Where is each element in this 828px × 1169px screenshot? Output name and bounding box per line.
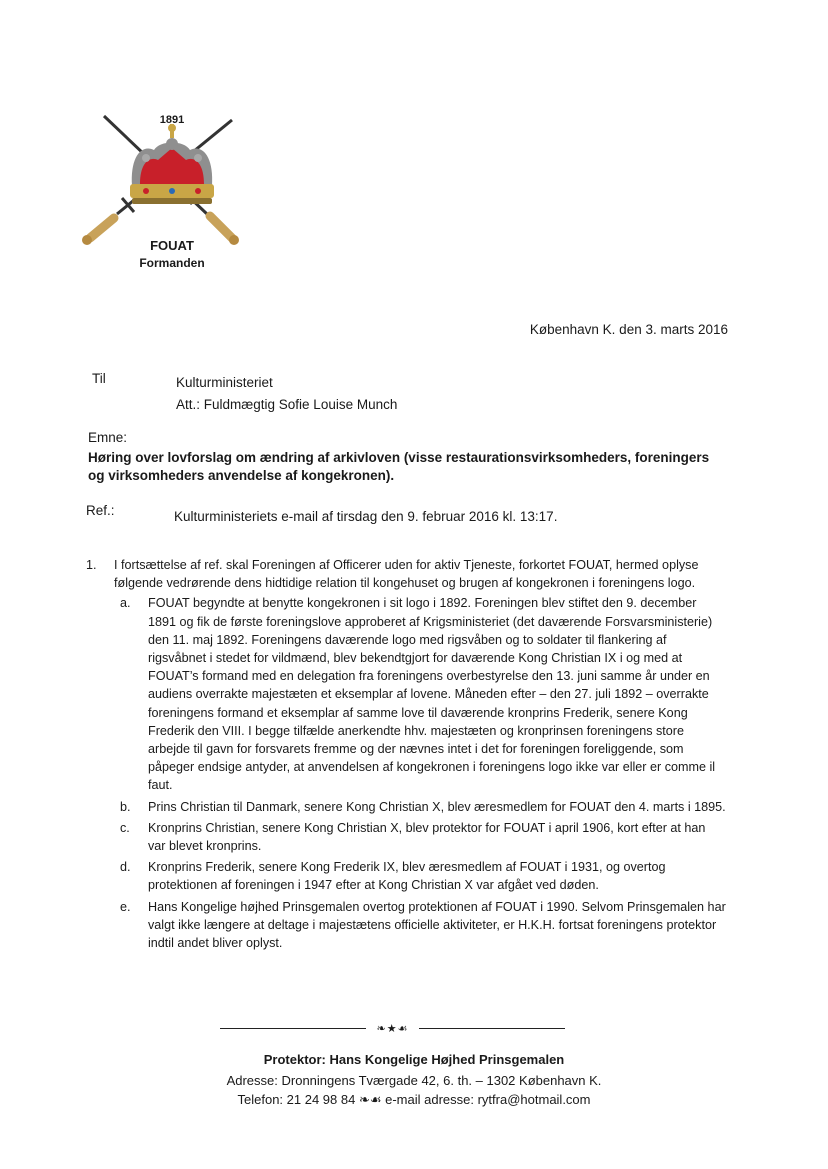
sub-item-letter: a.: [120, 596, 131, 611]
recipient-block: [176, 372, 397, 416]
sub-item: [120, 594, 726, 794]
sub-item-letter: d.: [120, 860, 131, 875]
letterhead-logo: [72, 106, 252, 276]
sub-item: [120, 819, 726, 855]
footer-title: Protektor: Hans Kongelige Højhed Prinsgemalen: [263, 1052, 565, 1067]
ref-label: Ref.:: [86, 503, 115, 518]
ref-text: Kulturministeriets e-mail af tirsdag den 9. februar 2016 kl. 13:17.: [174, 509, 558, 524]
recipient-line-1: Kulturministeriet: [176, 375, 273, 390]
footer-contact: [0, 1092, 828, 1108]
body-list: [86, 556, 726, 952]
dateline: København K. den 3. marts 2016: [529, 322, 728, 337]
logo-org-name: FOUAT: [150, 238, 194, 253]
sub-item-text: Prins Christian til Danmark, senere Kong Christian X, blev æresmedlem for FOUAT den 4. marts i 1895.: [148, 799, 726, 814]
footer-divider: [220, 1020, 565, 1036]
logo-year: 1891: [159, 114, 185, 126]
sub-item-text: Kronprins Frederik, senere Kong Frederik IX, blev æresmedlem af FOUAT i 1931, og overtog protektionen af foreningen i 1947 efter at Kong Christian X var afgået ved døden.: [148, 860, 666, 893]
sub-list: [120, 594, 726, 952]
list-number: 1.: [86, 558, 97, 572]
to-label: Til: [92, 371, 106, 386]
footer-address: Adresse: Dronningens Tværgade 42, 6. th. – 1302 København K.: [226, 1073, 602, 1088]
separator-ornament-icon: ❧☙: [358, 1092, 382, 1107]
crown: [130, 124, 214, 204]
sub-item-letter: e.: [120, 899, 131, 914]
sub-item: [120, 898, 726, 953]
list-item-text: I fortsættelse af ref. skal Foreningen af Officerer uden for aktiv Tjeneste, forkortet FOUAT, hermed oplyse følgende vedrørende dens hidtidige relation til kongehuset og brugen af kongekronen i foreningens logo.: [114, 558, 699, 591]
sub-item-text: FOUAT begyndte at benytte kongekronen i sit logo i 1892. Foreningen blev stiftet den 9. december 1891 og fik de første foreningslove approberet af Krigsministeriet (det daværende Forsvarsministerie) den 11. maj 1892. Foreningens daværende logo med rigsvåben og to soldater til flankering af rigsvåbnet i stedet for vildmænd, blev bekendtgjort for daværende Kong Christian IX i og med at FOUAT’s formand med en delegation fra foreningens overbestyrelse den 13. juni samme år under en audiens overrakte majestæten et eksemplar af lovene. Måneden efter – den 27. juli 1892 – overrakte foreningens formand et eksemplar af samme love til daværende kronprins Frederik, senere Kong Frederik den VIII. I begge tilfælde anerkendte hhv. majestæten og kronprinsen foreningens store arbejde til gavn for forsvarets fremme og der nævnes intet i det for foreningen foreliggende, som påpeger endsige antyder, at anvendelsen af kongekronen i foreningens logo ikke var eller er comme il faut.: [148, 596, 716, 793]
ornament-icon: ❧★☙: [376, 1022, 409, 1035]
divider-line-left: [220, 1028, 366, 1029]
recipient-line-2: Att.: Fuldmægtig Sofie Louise Munch: [176, 397, 398, 412]
logo-role: Formanden: [139, 256, 205, 270]
sub-item: [120, 858, 726, 894]
subject-label: Emne:: [88, 430, 128, 445]
sub-item-letter: c.: [120, 820, 130, 835]
sub-item: [120, 798, 726, 816]
footer-phone: Telefon: 21 24 98 84: [237, 1092, 356, 1107]
sub-item-text: Kronprins Christian, senere Kong Christian X, blev protektor for FOUAT i april 1906, kort efter at han var blevet kronprins.: [148, 820, 706, 854]
sub-item-text: Hans Kongelige højhed Prinsgemalen overtog protektionen af FOUAT i 1990. Selvom Prinsgemalen har valgt ikke længere at deltage i majestætens officielle aktiviteter, er H.K.H. fortsat foreningens protektor indtil andet bliver oplyst.: [148, 899, 726, 951]
subject-text: Høring over lovforslag om ændring af arkivloven (visse restaurationsvirksomheders, foreningers og virksomheders anvendelse af kongekronen).: [88, 450, 710, 483]
footer-email: e-mail adresse: rytfra@hotmail.com: [385, 1092, 591, 1107]
sub-item-letter: b.: [120, 799, 131, 814]
list-item: [86, 556, 726, 592]
divider-line-right: [419, 1028, 565, 1029]
